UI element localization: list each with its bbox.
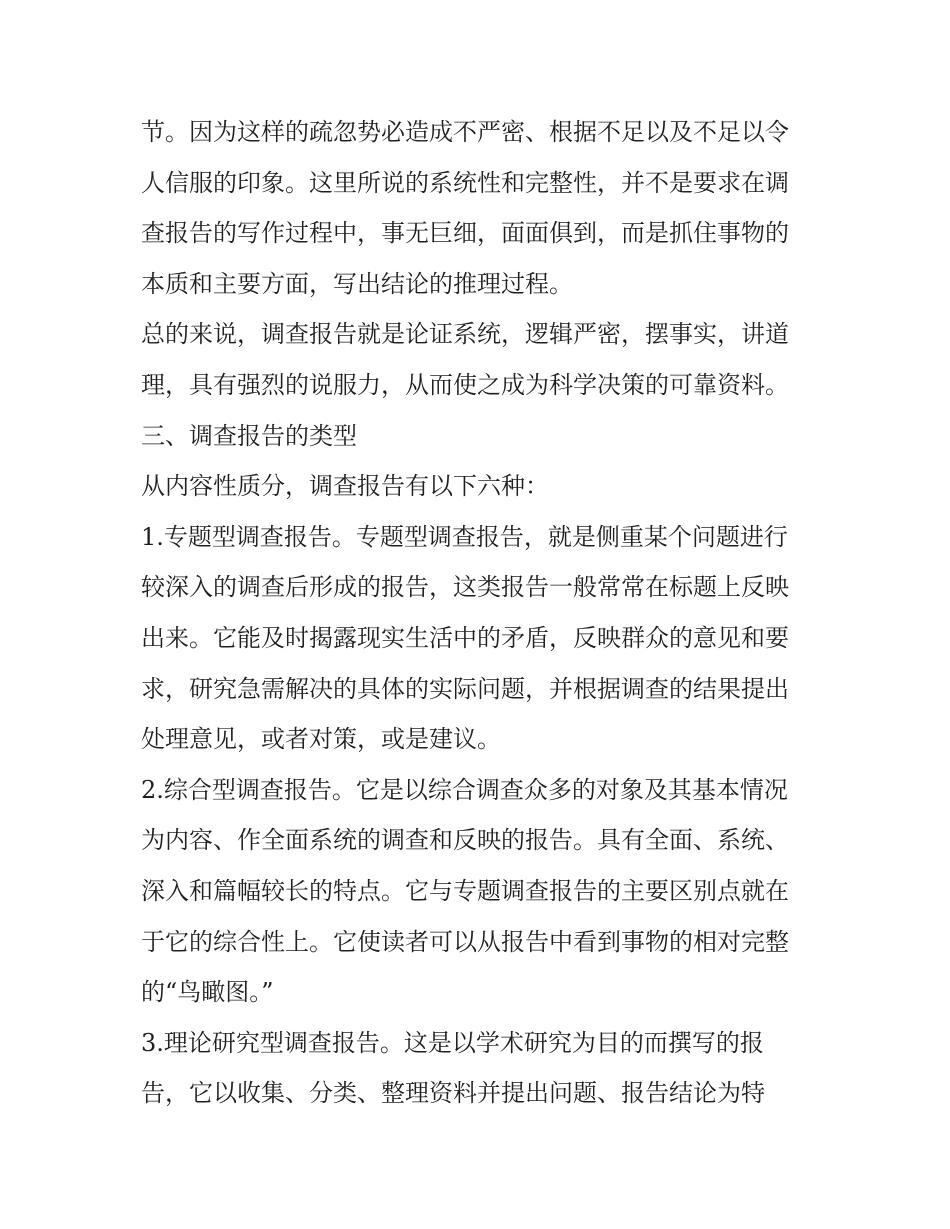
text-line: 1.专题型调查报告。专题型调查报告，就是侧重某个问题进行	[141, 522, 788, 551]
text-line: 人信服的印象。这里所说的系统性和完整性，并不是要求在调	[141, 168, 789, 197]
text-line: 理，具有强烈的说服力，从而使之成为科学决策的可靠资料。	[141, 370, 789, 399]
text-line: 深入和篇幅较长的特点。它与专题调查报告的主要区别点就在	[141, 876, 789, 905]
text-line: 3.理论研究型调查报告。这是以学术研究为目的而撰写的报	[141, 1028, 764, 1057]
body-text	[141, 107, 813, 1119]
text-line: 的“鸟瞰图。”	[141, 978, 274, 1007]
text-line: 求，研究急需解决的具体的实际问题，并根据调查的结果提出	[141, 674, 789, 703]
text-line: 告，它以收集、分类、整理资料并提出问题、报告结论为特	[141, 1079, 765, 1108]
text-line: 于它的综合性上。它使读者可以从报告中看到事物的相对完整	[141, 927, 789, 956]
text-line: 节。因为这样的疏忽势必造成不严密、根据不足以及不足以令	[141, 118, 789, 146]
text-line: 总的来说，调查报告就是论证系统，逻辑严密，摆事实，讲道	[141, 320, 789, 349]
text-line: 查报告的写作过程中，事无巨细，面面俱到，而是抓住事物的	[141, 219, 789, 248]
text-line: 出来。它能及时揭露现实生活中的矛盾，反映群众的意见和要	[141, 623, 789, 652]
text-line: 本质和主要方面，写出结论的推理过程。	[141, 269, 573, 298]
text-line: 较深入的调查后形成的报告，这类报告一般常常在标题上反映	[141, 573, 789, 602]
text-line: 2.综合型调查报告。它是以综合调查众多的对象及其基本情况	[141, 775, 788, 804]
section-heading: 三、调查报告的类型	[141, 421, 357, 450]
text-line: 处理意见，或者对策，或是建议。	[141, 725, 501, 754]
text-line: 为内容、作全面系统的调查和反映的报告。具有全面、系统、	[141, 826, 789, 855]
text-line: 从内容性质分，调查报告有以下六种：	[141, 472, 549, 501]
